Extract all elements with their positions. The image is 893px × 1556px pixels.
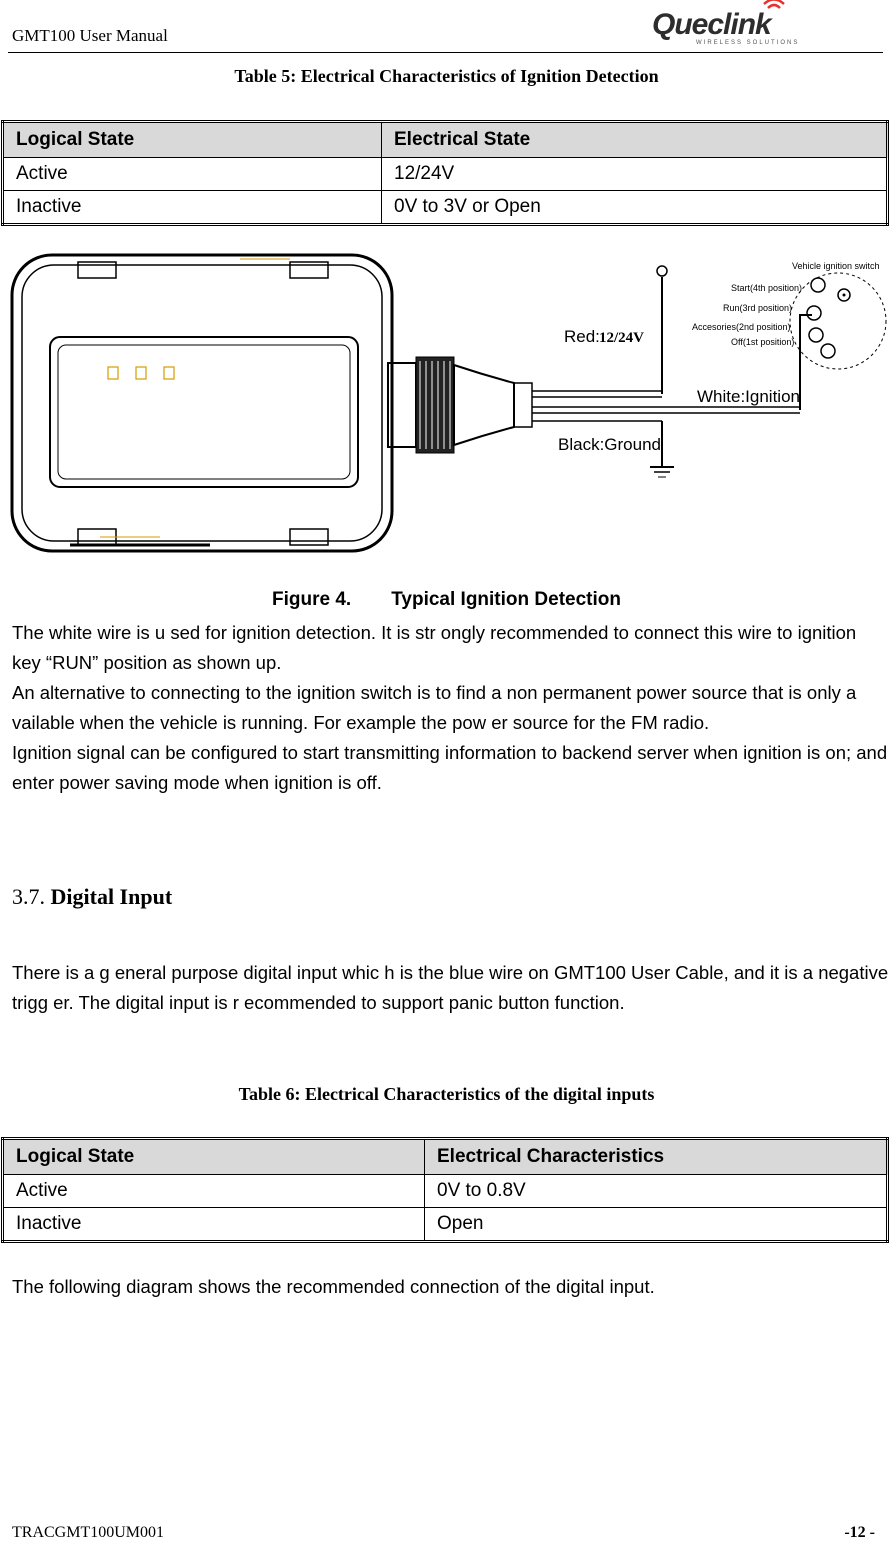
paragraph: An alternative to connecting to the ignition switch is to find a non permanent power source that is only a vailable when the vehicle is running. For example the pow er source for the FM radio. [12,682,857,733]
figure-title: Typical Ignition Detection [391,589,621,610]
table5-caption: Table 5: Electrical Characteristics of Ignition Detection [234,66,659,86]
page-header-title: GMT100 User Manual [12,26,168,45]
column-header: Logical State [3,122,382,158]
table-row [3,1208,888,1242]
table6-caption: Table 6: Electrical Characteristics of the digital inputs [238,1084,655,1104]
paragraph: The white wire is u sed for ignition detection. It is str ongly recommended to connect this wire to ignition key “RUN” position as shown up. [12,622,857,673]
paragraph: There is a g eneral purpose digital input whic h is the blue wire on GMT100 User Cable, and it is a negative trigg er. The digital input is r ecommended to support panic button function. [12,962,889,1013]
footer-doc-id: TRACGMT100UM001 [12,1524,165,1541]
table5 [1,120,889,226]
column-header: Electrical State [382,122,888,158]
table-cell: 0V to 3V or Open [382,191,888,225]
ignition-switch [692,261,886,369]
gmt100-device-illustration [12,255,392,551]
figure-number: Figure 4. [272,589,352,610]
svg-text:Queclink: Queclink [652,8,771,41]
svg-text:WIRELESS SOLUTIONS: WIRELESS SOLUTIONS [696,40,800,46]
red-wire-label: Red: [564,327,600,346]
table-cell: Open [425,1208,888,1242]
header-divider [8,52,883,53]
table-cell: Active [3,158,382,191]
red-wire-voltage: 12/24V [599,330,644,346]
table-cell: Active [3,1175,425,1208]
column-header: Electrical Characteristics [425,1139,888,1175]
section-title: Digital Input [50,884,173,909]
table-header-row [3,1139,888,1175]
figure4-caption [0,589,893,611]
accessories-position-label: Accesories(2nd position) [692,322,791,332]
white-wire-label: White:Ignition [697,387,800,406]
column-header: Logical State [3,1139,425,1175]
off-position-label: Off(1st position) [731,337,795,347]
table6 [1,1137,889,1243]
paragraph: Ignition signal can be configured to start transmitting information to backend server when ignition is on; and enter power saving mode when ignition is off. [12,742,888,793]
footer-page-number: -12 - [844,1524,875,1541]
section-number: 3.7. [12,884,45,909]
table-cell: Inactive [3,191,382,225]
black-wire-label: Black:Ground [558,435,661,454]
switch-title-label: Vehicle ignition switch [792,261,880,271]
ignition-body-text [12,618,890,798]
table-cell: 0V to 0.8V [425,1175,888,1208]
digital-input-body-text [12,958,890,1018]
queclink-logo [650,0,800,48]
table-header-row [3,122,888,158]
table-row [3,1175,888,1208]
ignition-wiring-diagram [0,245,893,560]
table-row [3,191,888,225]
table-cell: Inactive [3,1208,425,1242]
section-heading [12,884,172,910]
table-row [3,158,888,191]
run-position-label: Run(3rd position) [723,303,793,313]
closing-text [12,1272,890,1302]
cable-connector [388,357,532,453]
paragraph: The following diagram shows the recommended connection of the digital input. [12,1276,655,1297]
start-position-label: Start(4th position) [731,283,803,293]
table-cell: 12/24V [382,158,888,191]
